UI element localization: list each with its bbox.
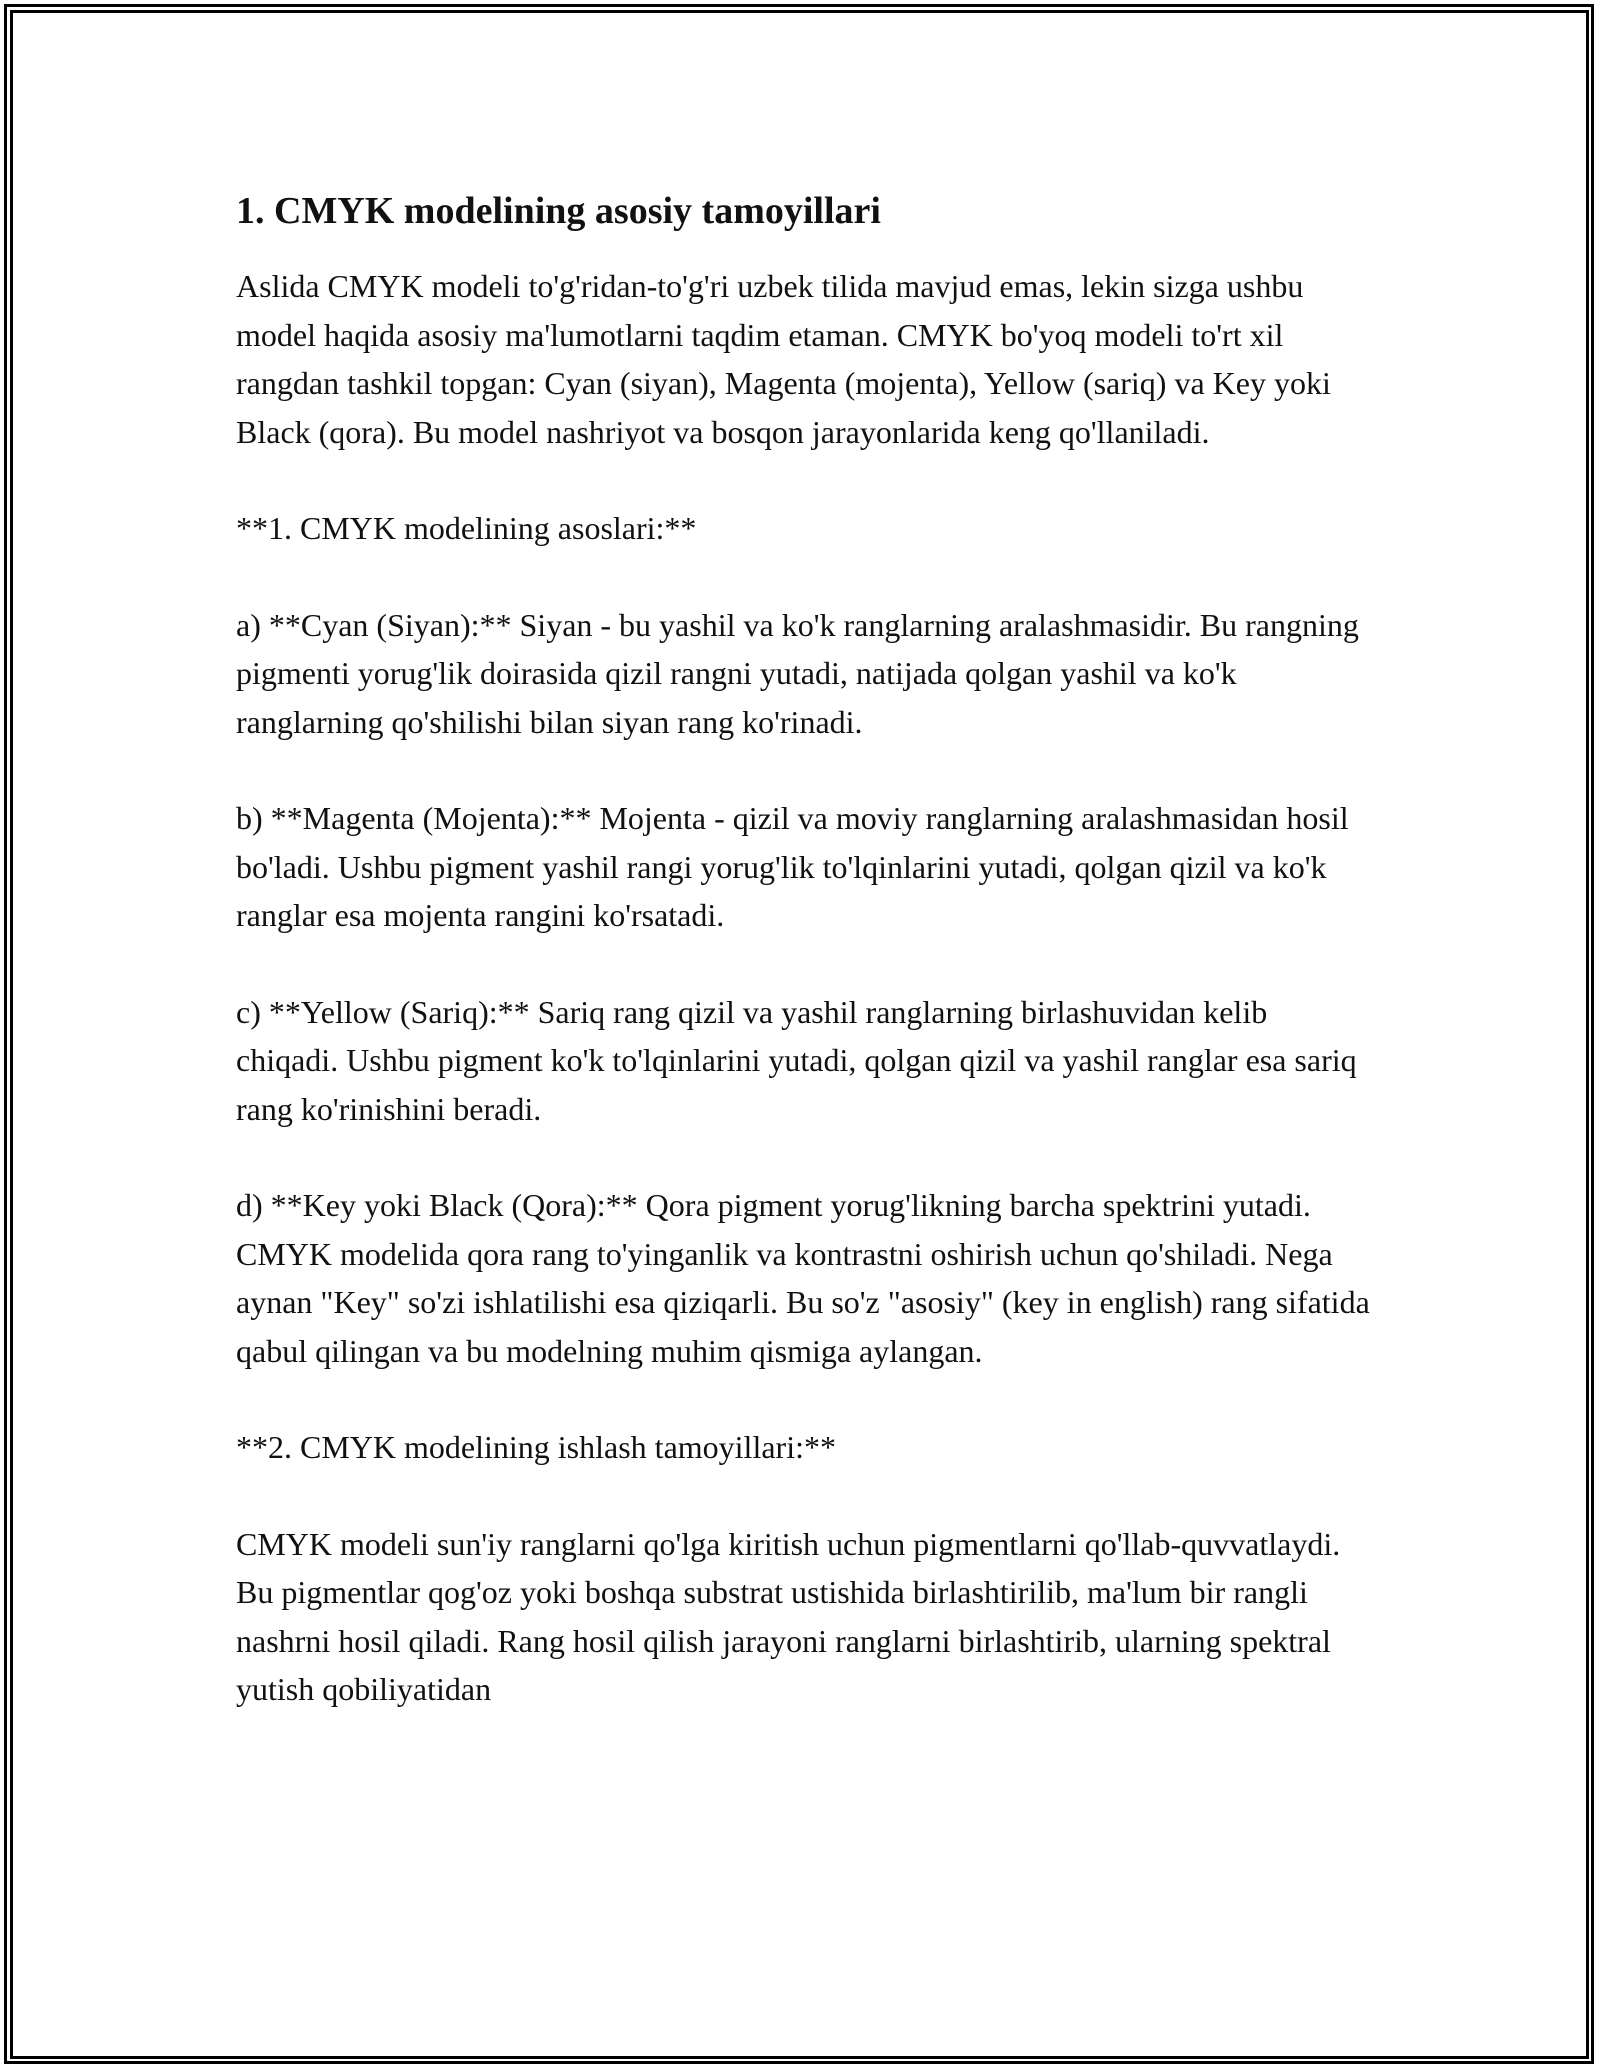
section-heading-basics: **1. CMYK modelining asoslari:**	[236, 510, 697, 546]
paragraph-magenta: b) **Magenta (Mojenta):** Mojenta - qizil va moviy ranglarning aralashmasidan hosil bo'ladi. Ushbu pigment yashil rangi yorug'lik to'lqinlarini yutadi, qolgan qizil va ko'k ranglar esa mojenta rangini ko'rsatadi.	[236, 800, 1349, 933]
paragraph-key-black: d) **Key yoki Black (Qora):** Qora pigment yorug'likning barcha spektrini yutadi. CMYK modelida qora rang to'yinganlik va kontrastni oshirish uchun qo'shiladi. Nega aynan "Key" so'zi ishlatilishi esa qiziqarli. Bu so'z "asosiy" (key in english) rang sifatida qabul qilingan va bu modelning muhim qismiga aylangan.	[236, 1187, 1370, 1369]
paragraph-intro: Aslida CMYK modeli to'g'ridan-to'g'ri uzbek tilida mavjud emas, lekin sizga ushbu model haqida asosiy ma'lumotlarni taqdim etaman. CMYK bo'yoq modeli to'rt xil rangdan tashkil topgan: Cyan (siyan), Magenta (mojenta), Yellow (sariq) va Key yoki Black (qora). Bu model nashriyot va bosqon jarayonlarida keng qo'llaniladi.	[236, 268, 1331, 450]
document-title: 1. CMYK modelining asosiy tamoyillari	[236, 190, 881, 232]
paragraph-principles: CMYK modeli sun'iy ranglarni qo'lga kiritish uchun pigmentlarni qo'llab-quvvatlaydi. Bu pigmentlar qog'oz yoki boshqa substrat ustishida birlashtirilib, ma'lum bir rangli nashrni hosil qiladi. Rang hosil qilish jarayoni ranglarni birlashtirib, ularning spektral yutish qobiliyatidan	[236, 1525, 1341, 1707]
document-body	[236, 186, 1376, 1762]
paragraph-cyan: a) **Cyan (Siyan):** Siyan - bu yashil va ko'k ranglarning aralashmasidir. Bu rangning pigmenti yorug'lik doirasida qizil rangni yutadi, natijada qolgan yashil va ko'k ranglarning qo'shilishi bilan siyan rang ko'rinadi.	[236, 606, 1359, 740]
section-heading-principles: **2. CMYK modelining ishlash tamoyillari:**	[236, 1429, 836, 1465]
paragraph-yellow: c) **Yellow (Sariq):** Sariq rang qizil va yashil ranglarning birlashuvidan kelib chiqadi. Ushbu pigment ko'k to'lqinlarini yutadi, qolgan qizil va yashil ranglar esa sariq rang ko'rinishini beradi.	[236, 993, 1357, 1127]
